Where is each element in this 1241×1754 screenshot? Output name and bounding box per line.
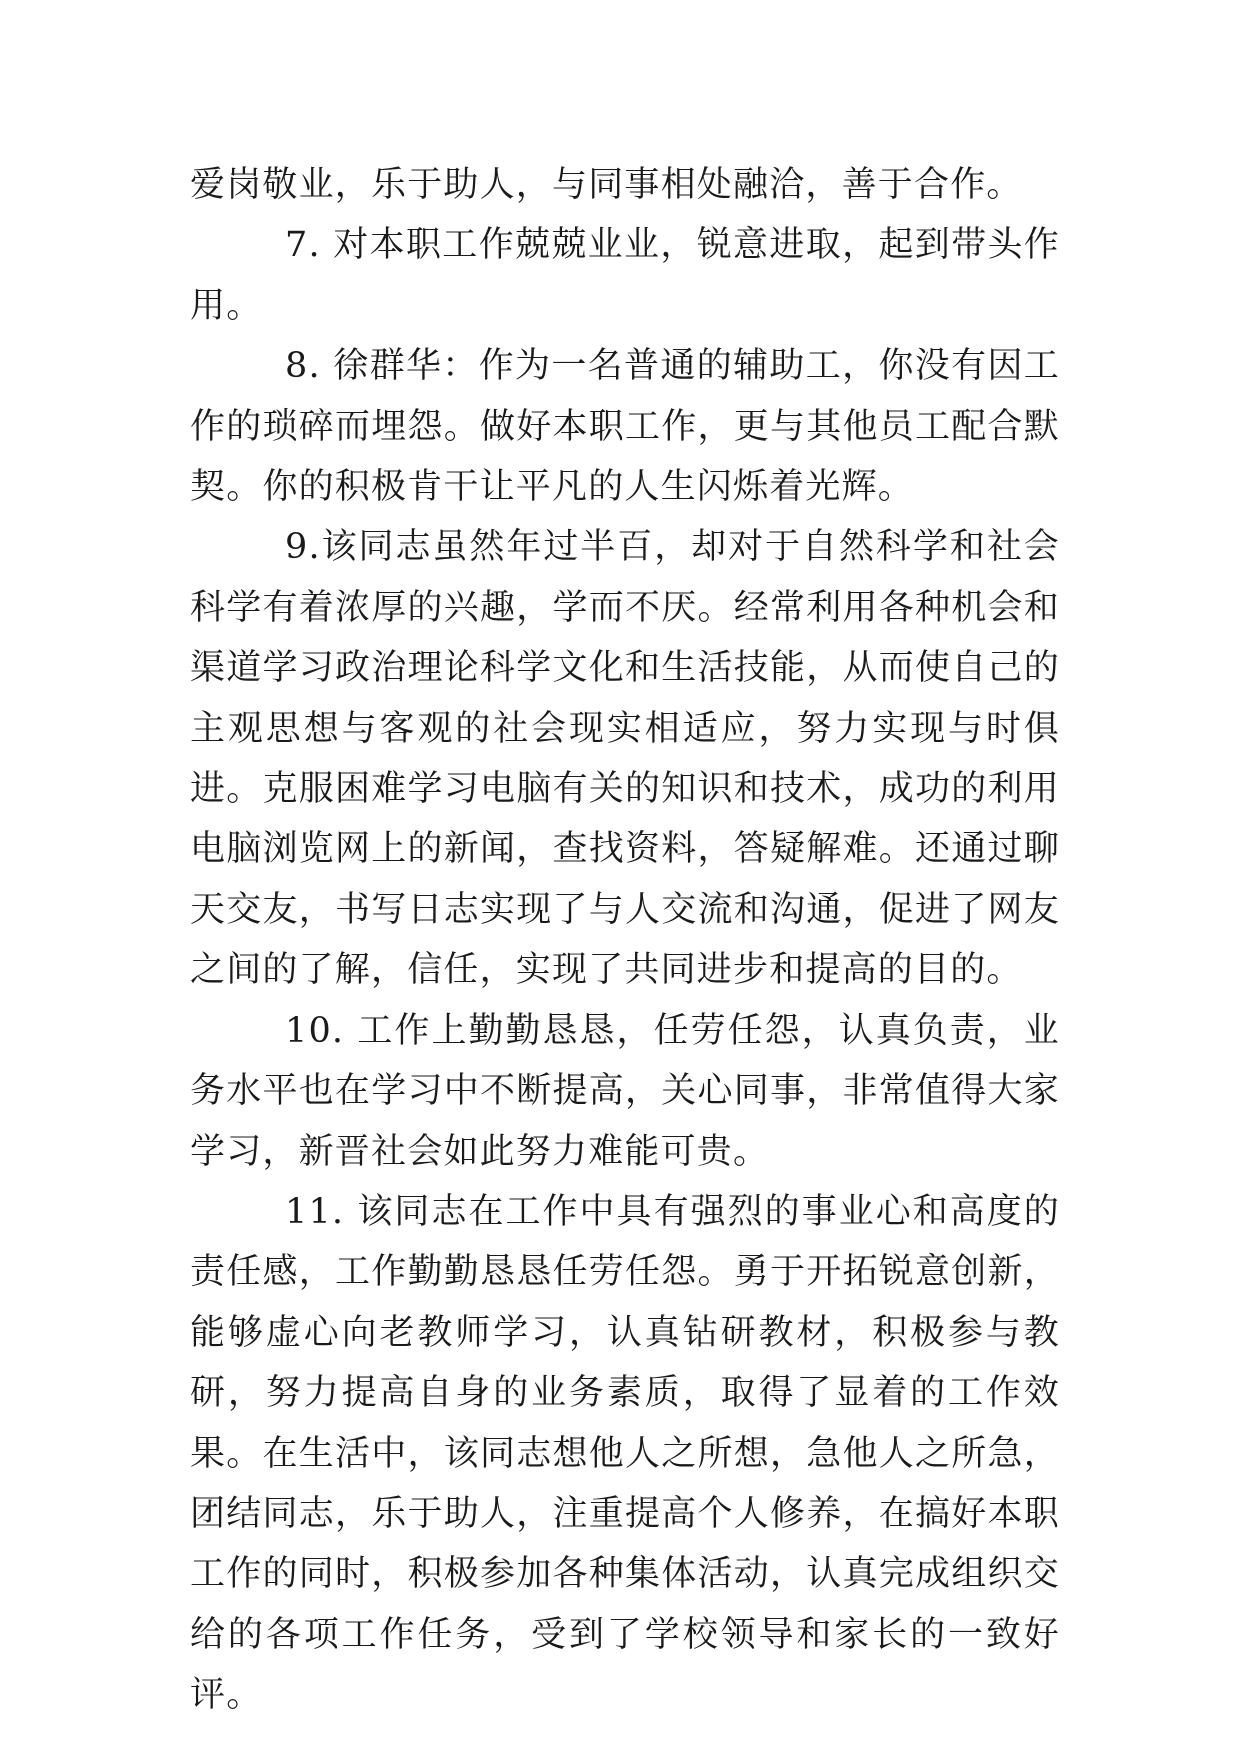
paragraph-item-11: 11. 该同志在工作中具有强烈的事业心和高度的责任感，工作勤勤恳恳任劳任怨。勇于开拓锐意创新，能够虚心向老教师学习，认真钻研教材，积极参与教研，努力提高自身的业务素质，取得了显着的工作效果。在生活中，该同志想他人之所想，急他人之所急，团结同志，乐于助人，注重提高个人修养，在搞好本职工作的同时，积极参加各种集体活动，认真完成组织交给的各项工作任务，受到了学校领导和家长的一致好评。	[190, 1191, 1060, 1716]
document-body	[190, 155, 1060, 1726]
paragraph-item-8: 8. 徐群华：作为一名普通的辅助工，你没有因工作的琐碎而埋怨。做好本职工作，更与其他员工配合默契。你的积极肯干让平凡的人生闪烁着光辉。	[190, 346, 1060, 508]
paragraph-continuation: 爱岗敬业，乐于助人，与同事相处融洽，善于合作。	[190, 165, 1023, 205]
paragraph-item-7: 7. 对本职工作兢兢业业，锐意进取，起到带头作用。	[190, 225, 1060, 326]
paragraph-item-10: 10. 工作上勤勤恳恳，任劳任怨，认真负责，业务水平也在学习中不断提高，关心同事，非常值得大家学习，新晋社会如此努力难能可贵。	[190, 1010, 1060, 1172]
paragraph-item-9: 9.该同志虽然年过半百，却对于自然科学和社会科学有着浓厚的兴趣，学而不厌。经常利用各种机会和渠道学习政治理论科学文化和生活技能，从而使自己的主观思想与客观的社会现实相适应，努力实现与时俱进。克服困难学习电脑有关的知识和技术，成功的利用电脑浏览网上的新闻，查找资料，答疑解难。还通过聊天交友，书写日志实现了与人交流和沟通，促进了网友之间的了解，信任，实现了共同进步和提高的目的。	[190, 527, 1060, 991]
